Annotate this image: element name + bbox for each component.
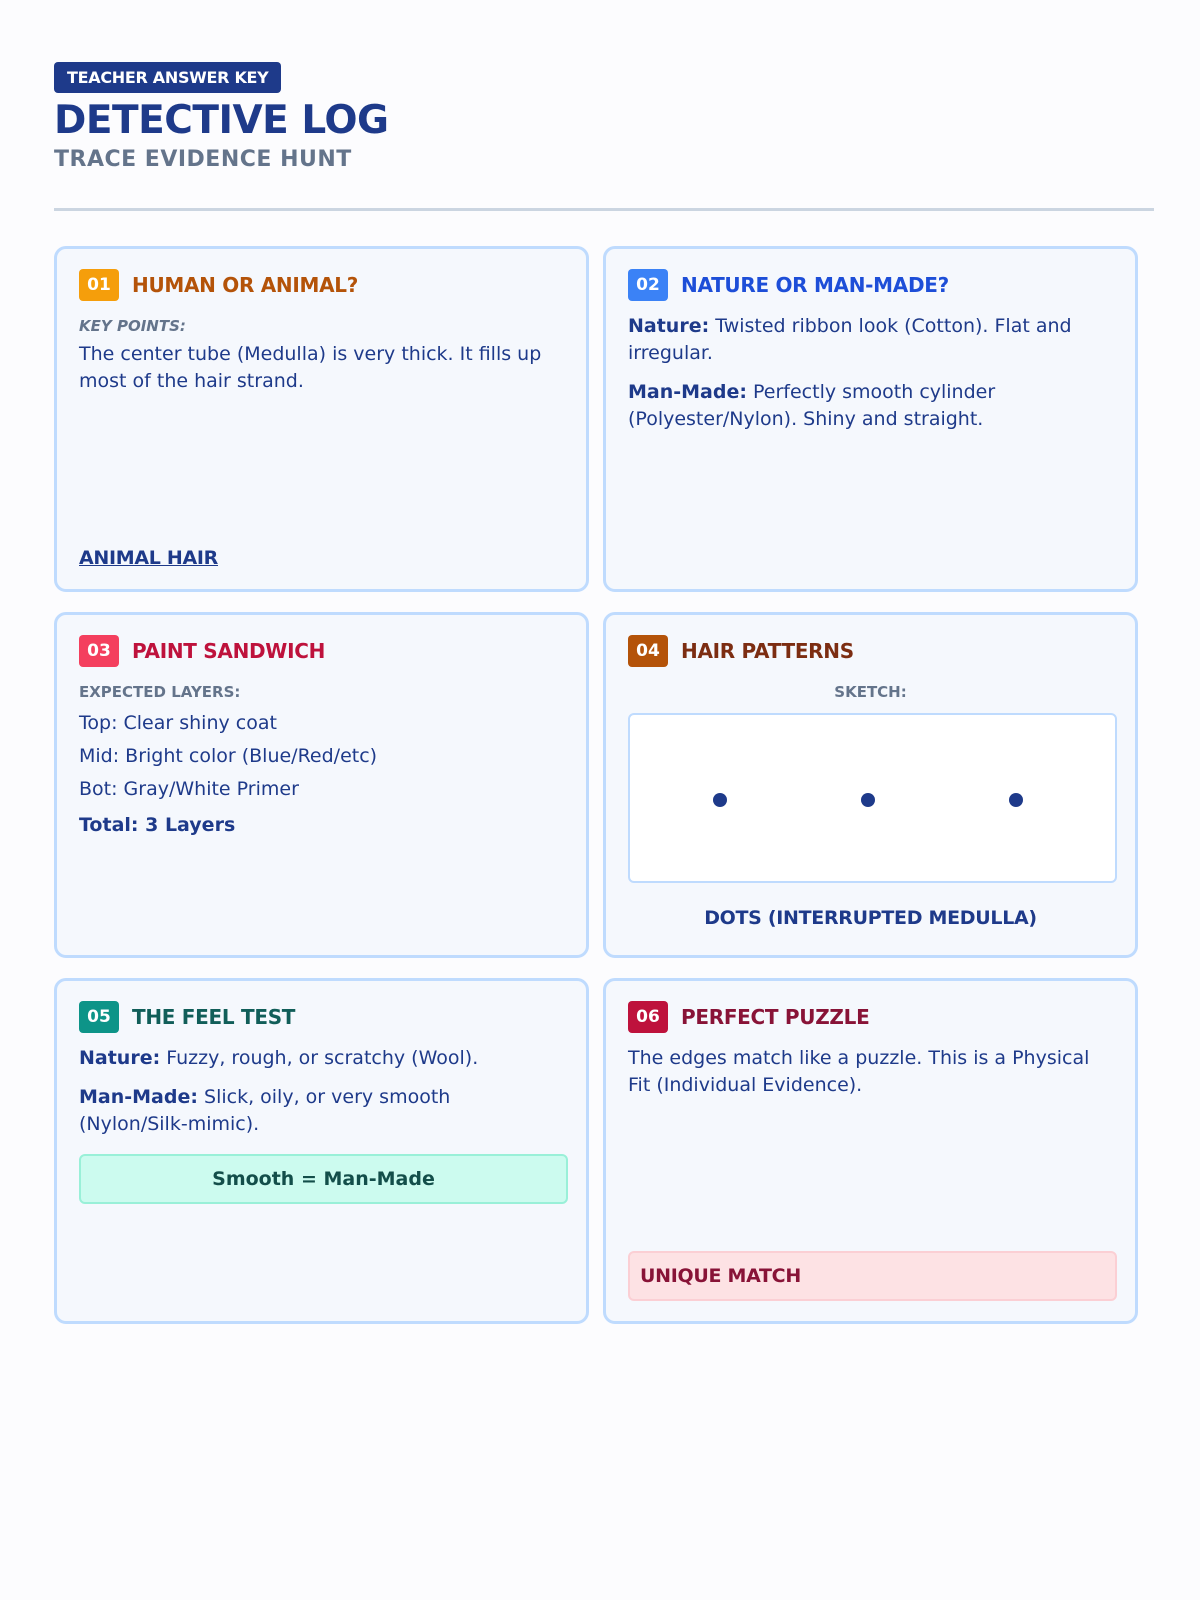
card-hair-patterns [603,612,1138,958]
card-header [628,269,1113,301]
card-answer: ANIMAL HAIR [79,547,219,569]
card-header [79,1001,564,1033]
card-header [79,635,564,667]
card-number-badge: 01 [79,269,119,301]
card-number-badge: 06 [628,1001,668,1033]
card-human-or-animal [54,246,589,592]
medulla-dot [713,793,727,807]
card-paint-sandwich [54,612,589,958]
card-body-text: The edges match like a puzzle. This is a Physical Fit (Individual Evidence). [628,1047,1090,1096]
card-title: PAINT SANDWICH [132,639,326,663]
card-answer: DOTS (INTERRUPTED MEDULLA) [704,907,1037,929]
answer-key-badge: TEACHER ANSWER KEY [54,62,281,93]
card-number-badge: 05 [79,1001,119,1033]
card-title: PERFECT PUZZLE [681,1005,870,1029]
nature-line: Nature: Twisted ribbon look (Cotton). Flat and irregular. [628,315,1072,364]
man-made-line: Man-Made: Slick, oily, or very smooth (Nylon/Silk-mimic). [79,1086,451,1135]
page-header [54,62,1154,172]
layers-total: Total: 3 Layers [79,814,236,836]
expected-layers-label: EXPECTED LAYERS: [79,683,241,701]
medulla-dot [1009,793,1023,807]
card-number-badge: 04 [628,635,668,667]
layer-top: Top: Clear shiny coat [79,712,277,734]
card-feel-test [54,978,589,1324]
card-number-badge: 02 [628,269,668,301]
card-header [79,269,564,301]
man-made-line: Man-Made: Perfectly smooth cylinder (Polyester/Nylon). Shiny and straight. [628,381,996,430]
layer-mid: Mid: Bright color (Blue/Red/etc) [79,745,378,767]
card-title: HAIR PATTERNS [681,639,854,663]
card-answer: UNIQUE MATCH [628,1251,1117,1301]
card-title: NATURE OR MAN-MADE? [681,273,949,297]
card-answer: Smooth = Man-Made [79,1154,568,1204]
medulla-dot [861,793,875,807]
key-points-label: KEY POINTS: [79,317,186,335]
page-title: DETECTIVE LOG [54,98,389,143]
card-header [628,1001,1113,1033]
nature-line: Nature: Fuzzy, rough, or scratchy (Wool). [79,1047,479,1069]
sketch-label: SKETCH: [834,683,907,701]
header-divider [54,208,1154,211]
card-perfect-puzzle [603,978,1138,1324]
sketch-area [628,713,1117,883]
card-number-badge: 03 [79,635,119,667]
layer-bottom: Bot: Gray/White Primer [79,778,299,800]
page-subtitle: TRACE EVIDENCE HUNT [54,147,352,172]
card-title: THE FEEL TEST [132,1005,296,1029]
card-title: HUMAN OR ANIMAL? [132,273,359,297]
card-nature-or-man-made [603,246,1138,592]
card-body-text: The center tube (Medulla) is very thick. It fills up most of the hair strand. [79,343,542,392]
card-header [628,635,1113,667]
